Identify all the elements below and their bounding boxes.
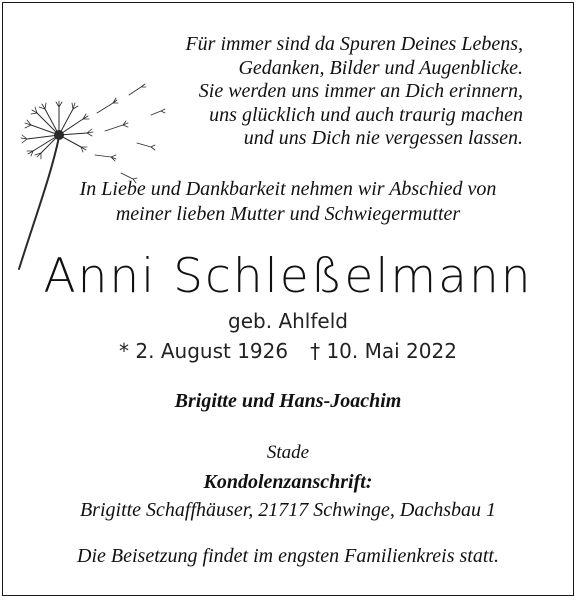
birth-date: * 2. August 1926 — [119, 339, 289, 363]
poem-line: und uns Dich nie vergessen lassen. — [243, 127, 523, 149]
farewell-line: meiner lieben Mutter und Schwiegermutter — [115, 203, 461, 225]
poem-line: Sie werden uns immer an Dich erinnern, — [198, 80, 523, 102]
deceased-name: Anni Schleßelmann — [43, 249, 533, 304]
farewell-text — [3, 177, 573, 227]
condolence-label: Kondolenzanschrift: — [203, 471, 373, 493]
poem-line: Gedanken, Bilder und Augenblicke. — [238, 56, 523, 79]
condolence-address: Brigitte Schaffhäuser, 21717 Schwinge, Dachsbau 1 — [79, 499, 497, 521]
mourners: Brigitte und Hans-Joachim — [174, 390, 402, 412]
town: Stade — [266, 442, 310, 463]
death-date: † 10. Mai 2022 — [310, 339, 457, 363]
funeral-note: Die Beisetzung findet im engsten Familienkreis statt. — [77, 545, 499, 567]
life-dates — [3, 337, 573, 365]
poem — [123, 33, 523, 151]
poem-line: uns glücklich und auch traurig machen — [209, 103, 523, 126]
farewell-line: In Liebe und Dankbarkeit nehmen wir Abschied von — [79, 178, 497, 200]
birth-name: geb. Ahlfeld — [228, 309, 348, 333]
poem-line: Für immer sind da Spuren Deines Lebens, — [185, 33, 523, 55]
obituary-notice — [2, 2, 574, 596]
